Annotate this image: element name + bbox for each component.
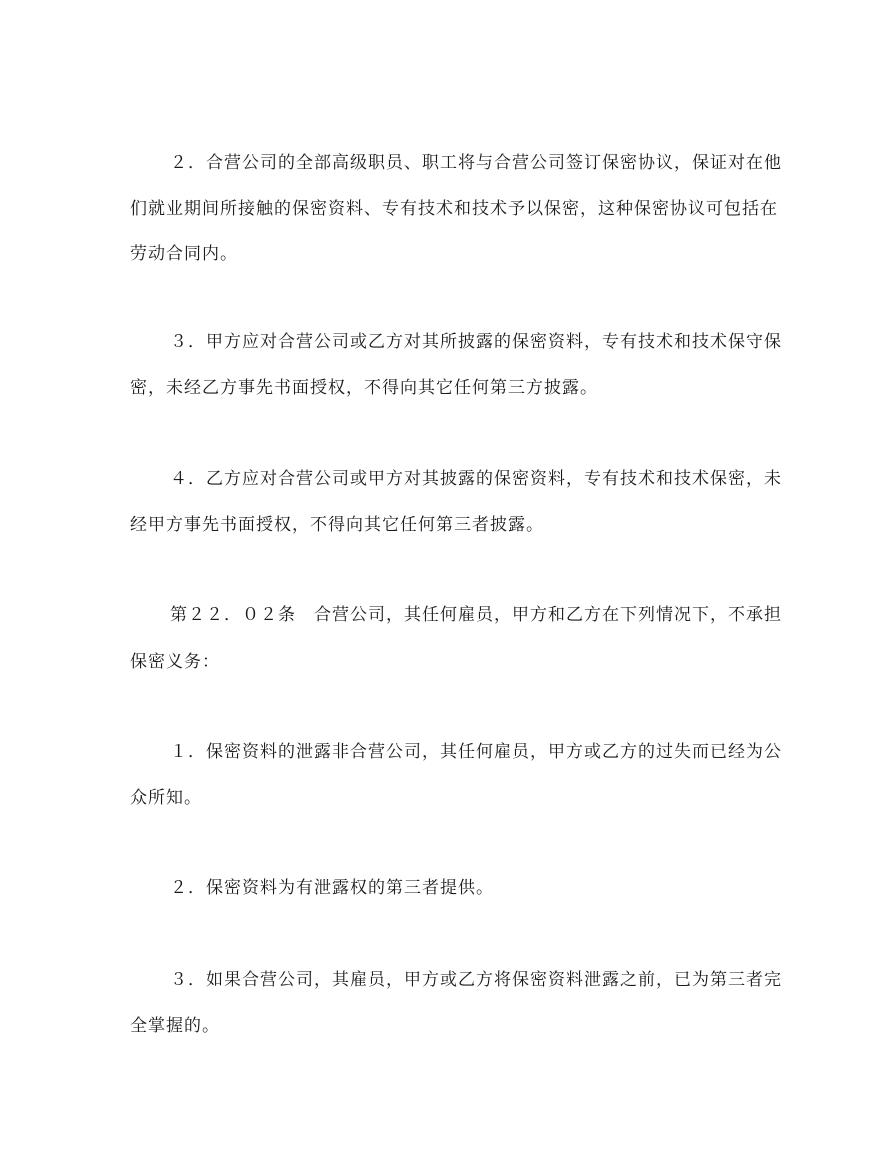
paragraph-5-line-2: 众所知。: [130, 788, 202, 808]
paragraph-1-line-1: ２．合营公司的全部高级职员、职工将与合营公司签订保密协议，保证对在他: [170, 153, 782, 173]
paragraph-3-line-1: ４．乙方应对合营公司或甲方对其披露的保密资料，专有技术和技术保密，未: [170, 469, 782, 489]
paragraph-5-line-1: １．保密资料的泄露非合营公司，其任何雇员，甲方或乙方的过失而已经为公: [170, 742, 782, 762]
paragraph-3-line-2: 经甲方事先书面授权，不得向其它任何第三者披露。: [130, 515, 544, 535]
paragraph-6-line-1: ２．保密资料为有泄露权的第三者提供。: [170, 878, 494, 898]
article-22-02-line-1: 第２２．０２条 合营公司，其任何雇员，甲方和乙方在下列情况下，不承担: [170, 605, 782, 625]
paragraph-2-line-1: ３．甲方应对合营公司或乙方对其所披露的保密资料，专有技术和技术保守保: [170, 332, 782, 352]
paragraph-7-line-1: ３．如果合营公司，其雇员，甲方或乙方将保密资料泄露之前，已为第三者完: [170, 970, 782, 990]
paragraph-1-line-2: 们就业期间所接触的保密资料、专有技术和技术予以保密，这种保密协议可包括在: [130, 199, 778, 219]
paragraph-2-line-2: 密，未经乙方事先书面授权，不得向其它任何第三方披露。: [130, 378, 598, 398]
article-22-02-line-2: 保密义务：: [130, 652, 220, 672]
paragraph-7-line-2: 全掌握的。: [130, 1016, 220, 1036]
paragraph-1-line-3: 劳动合同内。: [130, 244, 238, 264]
